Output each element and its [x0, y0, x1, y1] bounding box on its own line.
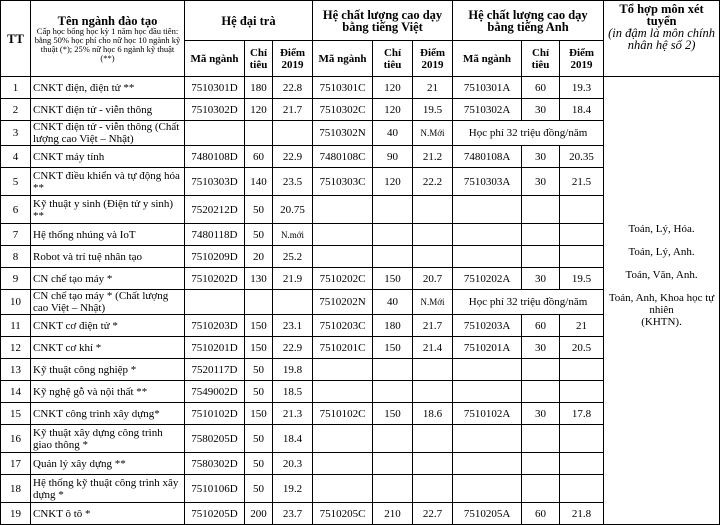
standard-quota: 200: [245, 503, 273, 525]
hq-en-quota: 60: [522, 77, 560, 99]
standard-quota: 50: [245, 453, 273, 475]
standard-code: 7520212D: [185, 196, 245, 224]
hq-en-score: 17.8: [560, 403, 604, 425]
header-code-1: Mã ngành: [185, 41, 245, 77]
standard-code: 7510303D: [185, 168, 245, 196]
hq-en-code: 7510201A: [453, 337, 522, 359]
major-name: CNKT điện, điện tử **: [31, 77, 185, 99]
header-combo-title: Tổ hợp môn xét tuyển: [619, 2, 704, 28]
standard-code: 7510202D: [185, 268, 245, 290]
hq-en-score: 19.3: [560, 77, 604, 99]
standard-score: 23.1: [273, 315, 313, 337]
hq-vn-code: [313, 425, 373, 453]
standard-score: N.mới: [273, 224, 313, 246]
row-number: 9: [1, 268, 31, 290]
hq-en-quota: 30: [522, 146, 560, 168]
hq-vn-score: 18.6: [413, 403, 453, 425]
standard-score: 23.7: [273, 503, 313, 525]
hq-vn-code: [313, 453, 373, 475]
major-name: CN chế tạo máy *: [31, 268, 185, 290]
hq-en-score: 21.8: [560, 503, 604, 525]
standard-quota: 180: [245, 77, 273, 99]
standard-code: 7510201D: [185, 337, 245, 359]
hq-en-quota: [522, 475, 560, 503]
hq-vn-quota: 120: [373, 77, 413, 99]
standard-quota: 120: [245, 99, 273, 121]
row-number: 11: [1, 315, 31, 337]
hq-en-code: [453, 224, 522, 246]
header-quota-2: Chỉ tiêu: [373, 41, 413, 77]
row-number: 3: [1, 121, 31, 146]
header-quota-3: Chỉ tiêu: [522, 41, 560, 77]
standard-quota: 50: [245, 359, 273, 381]
hq-vn-code: [313, 224, 373, 246]
standard-quota: 150: [245, 403, 273, 425]
row-number: 18: [1, 475, 31, 503]
row-number: 5: [1, 168, 31, 196]
standard-code: 7510301D: [185, 77, 245, 99]
major-name: CNKT công trình xây dựng*: [31, 403, 185, 425]
hq-en-quota: [522, 359, 560, 381]
hq-en-quota: 60: [522, 503, 560, 525]
hq-vn-code: [313, 381, 373, 403]
standard-quota: 140: [245, 168, 273, 196]
major-name: CNKT máy tính: [31, 146, 185, 168]
header-combo-note: (in đậm là môn chính nhân hệ số 2): [608, 26, 716, 52]
hq-en-code: 7480108A: [453, 146, 522, 168]
hq-vn-code: [313, 475, 373, 503]
standard-code: 7510302D: [185, 99, 245, 121]
hq-en-quota: 30: [522, 337, 560, 359]
hq-en-score: [560, 196, 604, 224]
major-name: Kỹ nghệ gỗ và nội thất **: [31, 381, 185, 403]
standard-code: 7510209D: [185, 246, 245, 268]
hq-en-score: 18.4: [560, 99, 604, 121]
combo-item: Toán, Lý, Anh.: [628, 245, 695, 258]
hq-vn-quota: 180: [373, 315, 413, 337]
standard-quota: 150: [245, 315, 273, 337]
header-group-standard: Hệ đại trà: [185, 1, 313, 41]
standard-quota: [245, 290, 273, 315]
hq-vn-quota: 150: [373, 268, 413, 290]
standard-code: 7510205D: [185, 503, 245, 525]
row-number: 13: [1, 359, 31, 381]
row-number: 4: [1, 146, 31, 168]
major-name: CNKT ô tô *: [31, 503, 185, 525]
standard-quota: 150: [245, 337, 273, 359]
hq-vn-quota: [373, 224, 413, 246]
hq-vn-score: 21.7: [413, 315, 453, 337]
header-major-title: Tên ngành đào tạo: [57, 13, 158, 28]
major-name: CNKT điện tử - viễn thông: [31, 99, 185, 121]
row-number: 19: [1, 503, 31, 525]
row-number: 17: [1, 453, 31, 475]
hq-vn-score: [413, 224, 453, 246]
hq-vn-quota: [373, 196, 413, 224]
hq-vn-score: 22.2: [413, 168, 453, 196]
hq-vn-quota: [373, 425, 413, 453]
row-number: 7: [1, 224, 31, 246]
standard-code: 7480118D: [185, 224, 245, 246]
major-name: Hệ thống kỹ thuật công trình xây dựng *: [31, 475, 185, 503]
hq-en-quota: [522, 246, 560, 268]
hq-vn-code: 7480108C: [313, 146, 373, 168]
tuition-note: Học phí 32 triệu đồng/năm: [453, 121, 604, 146]
combo-item: Toán, Lý, Hóa.: [628, 222, 695, 235]
combo-list: [604, 77, 720, 525]
header-tt: TT: [1, 1, 31, 77]
header-major: [31, 1, 185, 77]
hq-vn-code: 7510302C: [313, 99, 373, 121]
standard-code: 7549002D: [185, 381, 245, 403]
major-name: CN chế tạo máy * (Chất lượng cao Việt – Nhật): [31, 290, 185, 315]
hq-en-code: [453, 425, 522, 453]
hq-en-code: 7510301A: [453, 77, 522, 99]
standard-score: 21.3: [273, 403, 313, 425]
hq-vn-score: [413, 475, 453, 503]
hq-vn-quota: [373, 453, 413, 475]
standard-score: 21.9: [273, 268, 313, 290]
standard-score: 18.5: [273, 381, 313, 403]
standard-score: 20.75: [273, 196, 313, 224]
hq-vn-score: [413, 381, 453, 403]
hq-vn-quota: [373, 381, 413, 403]
row-number: 10: [1, 290, 31, 315]
hq-vn-quota: 40: [373, 121, 413, 146]
hq-vn-score: [413, 246, 453, 268]
standard-score: [273, 290, 313, 315]
standard-code: 7520117D: [185, 359, 245, 381]
standard-score: 22.9: [273, 337, 313, 359]
row-number: 14: [1, 381, 31, 403]
header-score-3: Điểm 2019: [560, 41, 604, 77]
tuition-note: Học phí 32 triệu đồng/năm: [453, 290, 604, 315]
hq-en-score: 21: [560, 315, 604, 337]
hq-en-quota: 30: [522, 99, 560, 121]
standard-quota: 50: [245, 196, 273, 224]
hq-vn-score: 21: [413, 77, 453, 99]
standard-code: [185, 290, 245, 315]
standard-quota: [245, 121, 273, 146]
hq-vn-code: 7510301C: [313, 77, 373, 99]
hq-vn-quota: [373, 359, 413, 381]
hq-vn-score: N.Mới: [413, 121, 453, 146]
hq-vn-code: 7510303C: [313, 168, 373, 196]
hq-vn-code: 7510203C: [313, 315, 373, 337]
hq-en-code: [453, 246, 522, 268]
hq-vn-code: [313, 359, 373, 381]
major-name: CNKT điều khiển và tự động hóa **: [31, 168, 185, 196]
hq-en-quota: 30: [522, 168, 560, 196]
standard-score: [273, 121, 313, 146]
hq-vn-quota: 120: [373, 168, 413, 196]
hq-en-score: 20.5: [560, 337, 604, 359]
row-number: 6: [1, 196, 31, 224]
hq-vn-score: [413, 359, 453, 381]
hq-vn-quota: 150: [373, 337, 413, 359]
combo-item: (KHTN).: [641, 315, 682, 328]
hq-en-quota: [522, 381, 560, 403]
hq-en-code: [453, 381, 522, 403]
standard-score: 19.8: [273, 359, 313, 381]
standard-score: 23.5: [273, 168, 313, 196]
hq-en-score: 20.35: [560, 146, 604, 168]
hq-vn-quota: [373, 246, 413, 268]
table-row: [1, 77, 720, 99]
header-code-2: Mã ngành: [313, 41, 373, 77]
hq-vn-score: [413, 453, 453, 475]
standard-code: 7580302D: [185, 453, 245, 475]
hq-vn-code: 7510302N: [313, 121, 373, 146]
row-number: 1: [1, 77, 31, 99]
hq-vn-code: 7510202C: [313, 268, 373, 290]
hq-vn-code: 7510205C: [313, 503, 373, 525]
standard-score: 22.8: [273, 77, 313, 99]
hq-vn-score: [413, 196, 453, 224]
standard-quota: 20: [245, 246, 273, 268]
hq-en-quota: 30: [522, 403, 560, 425]
standard-score: 25.2: [273, 246, 313, 268]
hq-vn-score: [413, 425, 453, 453]
hq-vn-quota: 40: [373, 290, 413, 315]
hq-vn-quota: 120: [373, 99, 413, 121]
standard-code: [185, 121, 245, 146]
hq-vn-score: 22.7: [413, 503, 453, 525]
hq-en-score: [560, 381, 604, 403]
hq-en-quota: [522, 453, 560, 475]
standard-score: 22.9: [273, 146, 313, 168]
hq-en-quota: [522, 224, 560, 246]
hq-en-score: [560, 475, 604, 503]
hq-en-score: [560, 425, 604, 453]
hq-vn-code: [313, 196, 373, 224]
hq-vn-quota: 150: [373, 403, 413, 425]
hq-en-score: 19.5: [560, 268, 604, 290]
hq-vn-code: 7510202N: [313, 290, 373, 315]
header-group-hq-vietnamese: Hệ chất lượng cao dạy bằng tiếng Việt: [313, 1, 453, 41]
standard-quota: 50: [245, 425, 273, 453]
row-number: 16: [1, 425, 31, 453]
standard-code: 7510106D: [185, 475, 245, 503]
hq-vn-score: 20.7: [413, 268, 453, 290]
hq-vn-score: 19.5: [413, 99, 453, 121]
standard-score: 21.7: [273, 99, 313, 121]
standard-quota: 60: [245, 146, 273, 168]
major-name: Kỹ thuật y sinh (Điện tử y sinh) **: [31, 196, 185, 224]
hq-vn-code: [313, 246, 373, 268]
hq-vn-code: 7510102C: [313, 403, 373, 425]
standard-code: 7480108D: [185, 146, 245, 168]
hq-en-score: 21.5: [560, 168, 604, 196]
header-score-2: Điểm 2019: [413, 41, 453, 77]
hq-vn-code: 7510201C: [313, 337, 373, 359]
major-name: CNKT cơ điện tử *: [31, 315, 185, 337]
row-number: 8: [1, 246, 31, 268]
hq-en-quota: 60: [522, 315, 560, 337]
hq-en-code: [453, 453, 522, 475]
hq-en-score: [560, 224, 604, 246]
header-group-hq-english: Hệ chất lượng cao dạy bằng tiếng Anh: [453, 1, 604, 41]
row-number: 15: [1, 403, 31, 425]
hq-en-code: [453, 475, 522, 503]
hq-vn-score: 21.4: [413, 337, 453, 359]
hq-en-quota: 30: [522, 268, 560, 290]
hq-vn-score: 21.2: [413, 146, 453, 168]
standard-score: 18.4: [273, 425, 313, 453]
hq-en-code: 7510303A: [453, 168, 522, 196]
major-name: Kỹ thuật công nghiệp *: [31, 359, 185, 381]
header-quota-1: Chỉ tiêu: [245, 41, 273, 77]
standard-quota: 50: [245, 381, 273, 403]
major-name: Quản lý xây dựng **: [31, 453, 185, 475]
hq-en-quota: [522, 425, 560, 453]
standard-score: 19.2: [273, 475, 313, 503]
standard-score: 20.3: [273, 453, 313, 475]
major-name: CNKT cơ khí *: [31, 337, 185, 359]
major-name: Hệ thống nhúng và IoT: [31, 224, 185, 246]
standard-quota: 130: [245, 268, 273, 290]
hq-vn-quota: 90: [373, 146, 413, 168]
standard-quota: 50: [245, 475, 273, 503]
major-name: CNKT điện tử - viễn thông (Chất lượng cao Việt – Nhật): [31, 121, 185, 146]
standard-code: 7510203D: [185, 315, 245, 337]
header-combo: [604, 1, 720, 77]
major-name: Kỹ thuật xây dựng công trình giao thông *: [31, 425, 185, 453]
hq-en-code: 7510302A: [453, 99, 522, 121]
hq-en-quota: [522, 196, 560, 224]
combo-item: Toán, Anh, Khoa học tự nhiên: [608, 291, 715, 316]
hq-en-score: [560, 453, 604, 475]
header-score-1: Điểm 2019: [273, 41, 313, 77]
hq-vn-quota: [373, 475, 413, 503]
major-name: Robot và trí tuệ nhân tạo: [31, 246, 185, 268]
hq-en-score: [560, 359, 604, 381]
hq-en-code: [453, 359, 522, 381]
standard-code: 7580205D: [185, 425, 245, 453]
hq-en-code: [453, 196, 522, 224]
standard-quota: 50: [245, 224, 273, 246]
hq-vn-score: N.Mới: [413, 290, 453, 315]
hq-en-code: 7510102A: [453, 403, 522, 425]
combo-item: Toán, Văn, Anh.: [625, 268, 698, 281]
standard-code: 7510102D: [185, 403, 245, 425]
hq-en-code: 7510202A: [453, 268, 522, 290]
row-number: 2: [1, 99, 31, 121]
hq-en-score: [560, 246, 604, 268]
header-code-3: Mã ngành: [453, 41, 522, 77]
hq-vn-quota: 210: [373, 503, 413, 525]
hq-en-code: 7510203A: [453, 315, 522, 337]
row-number: 12: [1, 337, 31, 359]
hq-en-code: 7510205A: [453, 503, 522, 525]
header-major-note: Cấp học bổng học kỳ 1 năm học đầu tiên: bằng 50% học phí cho nữ học 10 ngành kỹ thuật (*); 25% nữ học 6 ngành kỹ thuật (**): [34, 25, 181, 63]
